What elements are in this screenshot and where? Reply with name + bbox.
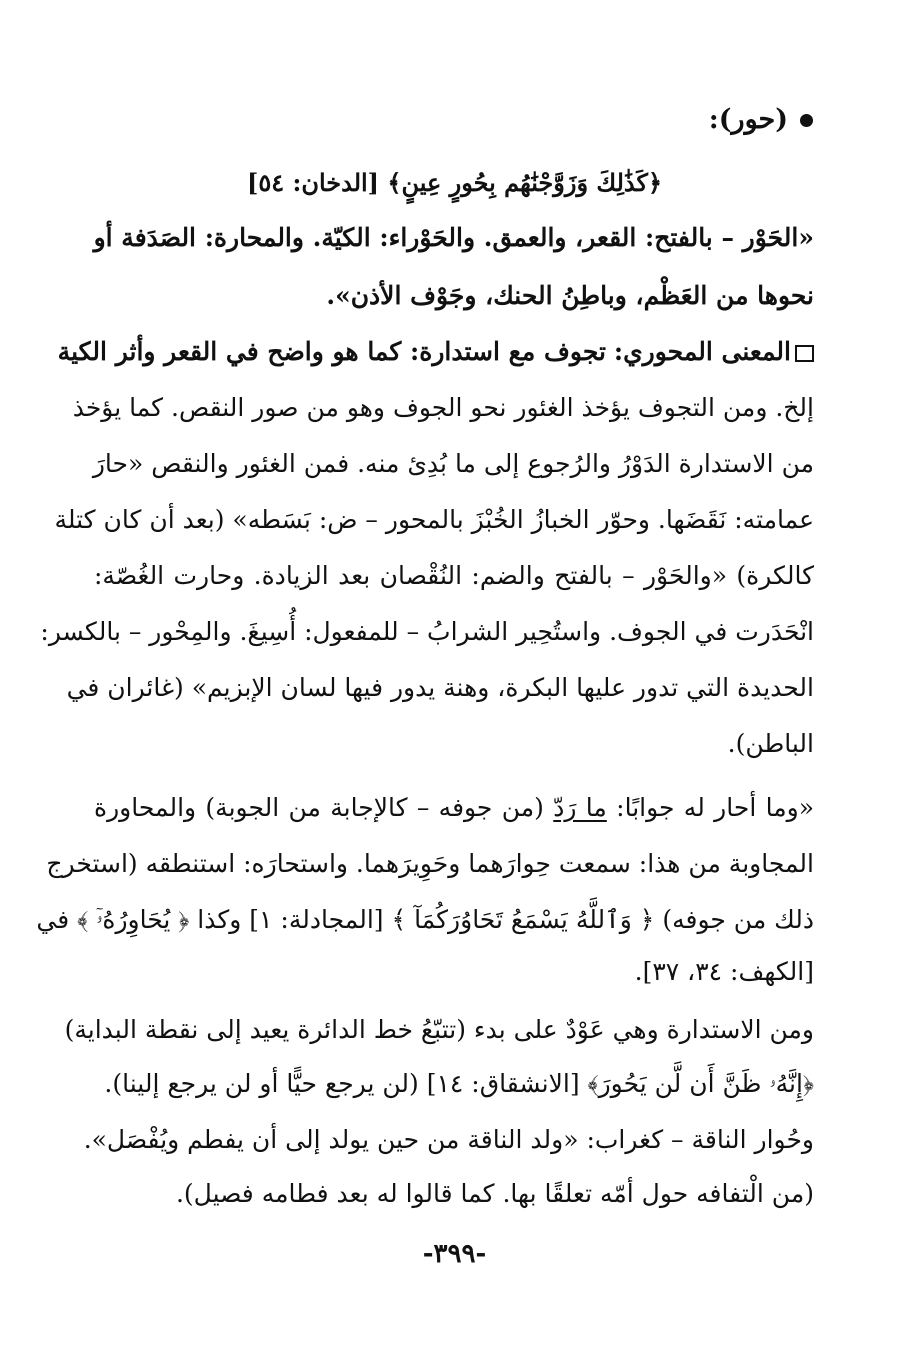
paragraph-line: عمامته: نَقَضَها. وحوّر الخبازُ الخُبْزَ بالمحور – ض: بَسَطه» (بعد أن كان كتلة bbox=[54, 505, 814, 534]
paragraph-line: ومن الاستدارة وهي عَوْدٌ على بدء (تتبّعُ خط الدائرة يعيد إلى نقطة البداية) bbox=[64, 1015, 814, 1044]
core-meaning-line bbox=[57, 334, 814, 370]
paragraph-line: ذلك من جوفه) ﴿ وَٱللَّهُ يَسْمَعُ تَحَاوُرَكُمَآ ﴾ [المجادلة: ١] وكذا ﴿ يُحَاوِرُهُۥٓ ﴾ في bbox=[36, 905, 814, 934]
core-meaning-label: المعنى المحوري: bbox=[613, 337, 791, 366]
quote-text: (من جوفه – كالإجابة من الجوبة) والمحاورة bbox=[94, 793, 544, 822]
paragraph-line: المجاوبة من هذا: سمعت حِوارَهما وحَوِيرَهما. واستحارَه: استنطقه (استخرج bbox=[46, 849, 814, 878]
definition-line: نحوها من العَظْم، وباطِنُ الحنك، وجَوْف الأذن». bbox=[326, 281, 814, 310]
square-icon bbox=[795, 345, 814, 362]
quran-verse: ﴿كَذَٰلِكَ وَزَوَّجْنَٰهُم بِحُورٍ عِينٍ﴾ [الدخان: ٥٤] bbox=[246, 168, 663, 197]
paragraph-line: وحُوار الناقة – كغراب: «ولد الناقة من حين يولد إلى أن يفطم ويُفْصَل». bbox=[83, 1125, 814, 1154]
paragraph-line: [الكهف: ٣٤، ٣٧]. bbox=[634, 957, 814, 986]
paragraph-line: من الاستدارة الدَوْرُ والرُجوع إلى ما بُدِئ منه. فمن الغئور والنقص «حارَ bbox=[92, 449, 814, 478]
paragraph-line: إلخ. ومن التجوف يؤخذ الغئور نحو الجوف وهو من صور النقص. كما يؤخذ bbox=[72, 393, 814, 422]
core-meaning-text: تجوف مع استدارة: كما هو واضح في القعر وأثر الكية bbox=[57, 337, 606, 366]
paragraph-line: الباطن). bbox=[727, 729, 814, 758]
page-number: -٣٩٩- bbox=[422, 1239, 487, 1269]
paragraph-line: الحديدة التي تدور عليها البكرة، وهنة يدور فيها لسان الإبزيم» (غائران في bbox=[66, 673, 814, 702]
definition-line: «الحَوْر – بالفتح: القعر، والعمق. والحَوْراء: الكيّة. والمحارة: الصَدَفة أو bbox=[93, 223, 814, 252]
paragraph-line: كالكرة) «والحَوْر – بالفتح والضم: النُقْصان بعد الزيادة. وحارت الغُصّة: bbox=[94, 561, 814, 590]
paragraph-line: انْحَدَرت في الجوف. واستُحِير الشرابُ – للمفعول: أُسِيغَ. والمِحْور – بالكسر: bbox=[40, 617, 814, 646]
underlined-text: ما رَدّ bbox=[553, 793, 607, 822]
paragraph-line bbox=[94, 790, 814, 826]
paragraph-line: (من الْتفافه حول أمّه تعلقًا بها. كما قالوا له بعد فطامه فصيل). bbox=[175, 1179, 814, 1208]
paragraph-line: ﴿إِنَّهُۥ ظَنَّ أَن لَّن يَحُورَ﴾ [الانشقاق: ١٤] (لن يرجع حيًّا أو لن يرجع إلينا). bbox=[104, 1069, 814, 1098]
entry-heading bbox=[709, 100, 813, 140]
bullet-icon bbox=[800, 114, 813, 127]
quote-text: «وما أحار له جوابًا: bbox=[616, 793, 814, 822]
entry-root-label: (حور): bbox=[708, 104, 788, 135]
